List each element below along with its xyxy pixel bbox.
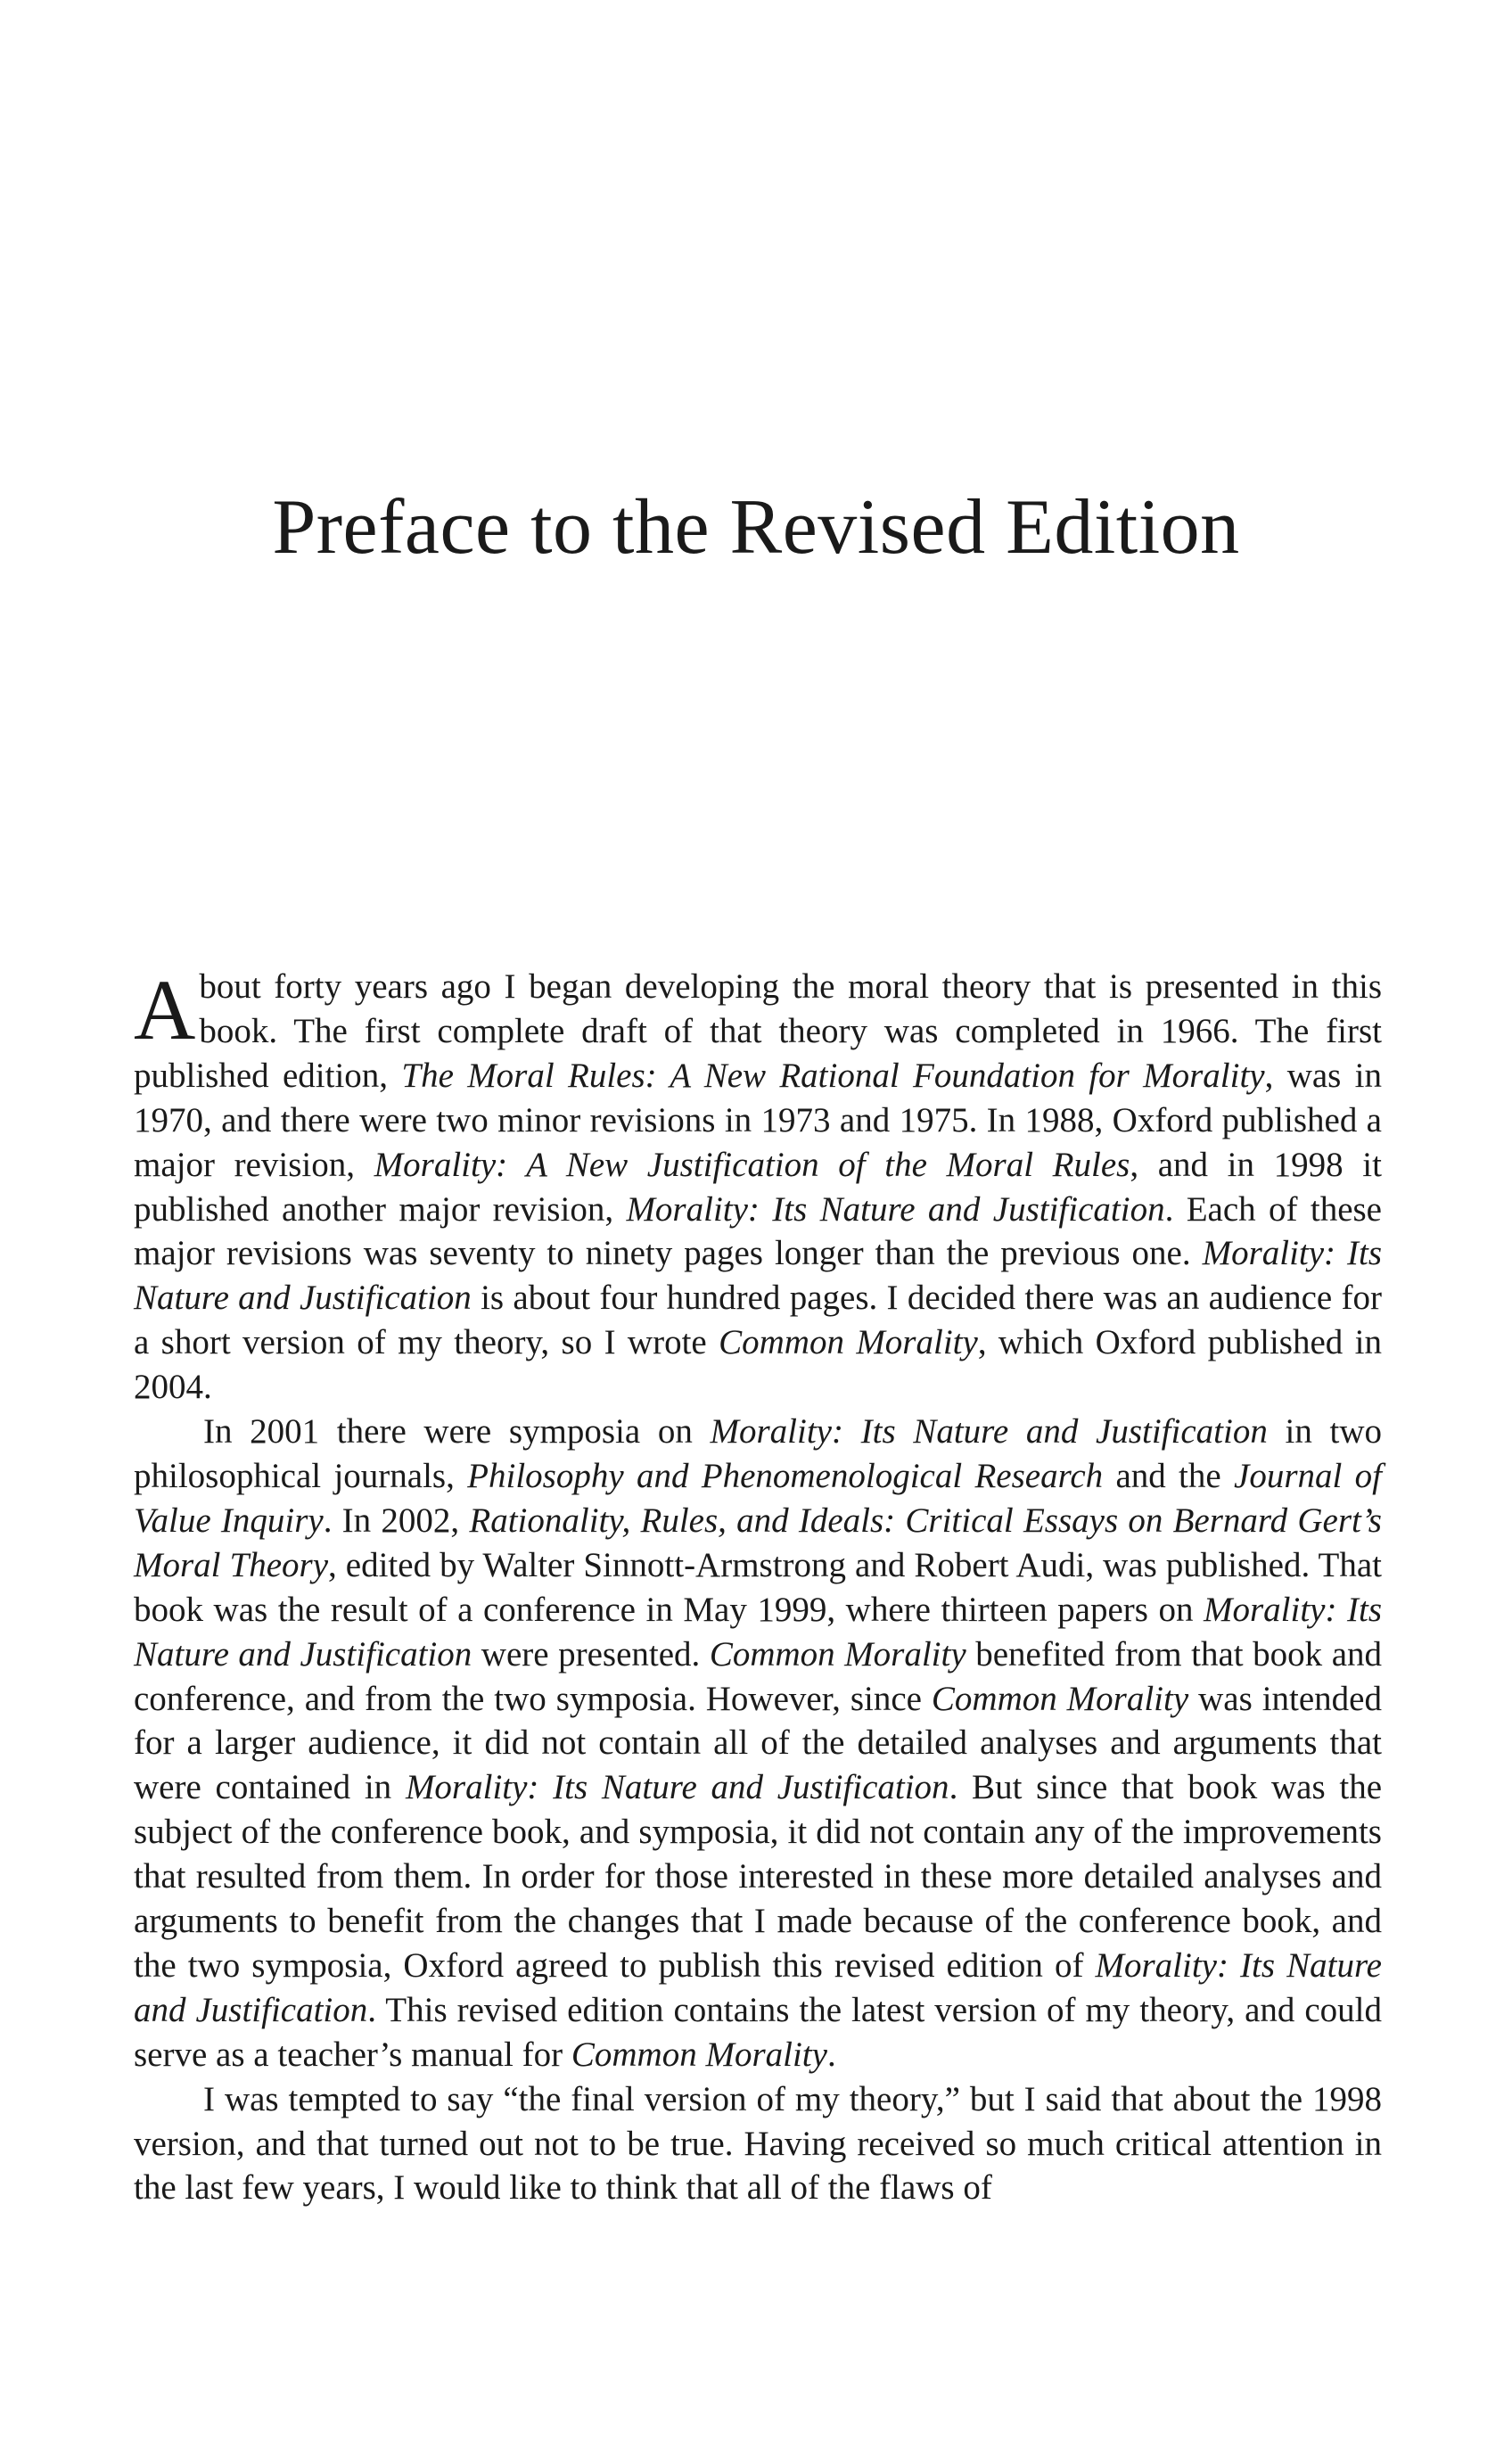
page-title: Preface to the Revised Edition xyxy=(272,484,1240,571)
preface-body xyxy=(134,962,1383,2210)
drop-cap: A xyxy=(134,962,196,1057)
paragraph-3: I was tempted to say “the final version of my theory,” but I said that about the 1998 version, and that turned out not to be true. Having received so much critical attention in the last few years, I would like to think that all of the flaws of xyxy=(134,2079,1382,2208)
paragraph-1: About forty years ago I began developing the moral theory that is presented in this book. The first complete draft of that theory was completed in 1966. The first published edition, The Moral Rules: A New Rational Foundation for Morality, was in 1970, and there were two minor revisions in 1973 and 1975. In 1988, Oxford published a major revision, Morality: A New Justification of the Moral Rules, and in 1998 it published another major revision, Morality: Its Nature and Justification. Each of these major revisions was seventy to ninety pages longer than the previous one. Morality: Its Nature and Justification is about four hundred pages. I decided there was an audience for a short version of my theory, so I wrote Common Morality, which Oxford published in 2004. xyxy=(134,962,1383,1407)
paragraph-2: In 2001 there were symposia on Morality: Its Nature and Justification in two philosophical journals, Philosophy and Phenomenological Research and the Journal of Value Inquiry. In 2002, Rationality, Rules, and Ideals: Critical Essays on Bernard Gert’s Moral Theory, edited by Walter Sinnott-Armstrong and Robert Audi, was published. That book was the result of a conference in May 1999, where thirteen papers on Morality: Its Nature and Justification were presented. Common Morality benefited from that book and conference, and from the two symposia. However, since Common Morality was intended for a larger audience, it did not contain all of the detailed analyses and arguments that were contained in Morality: Its Nature and Justification. But since that book was the subject of the conference book, and symposia, it did not contain any of the improvements that resulted from them. In order for those interested in these more detailed analyses and arguments to benefit from the changes that I made because of the conference book, and the two symposia, Oxford agreed to publish this revised edition of Morality: Its Nature and Justification. This revised edition contains the latest version of my theory, and could serve as a teacher’s manual for Common Morality. xyxy=(134,1412,1383,2074)
